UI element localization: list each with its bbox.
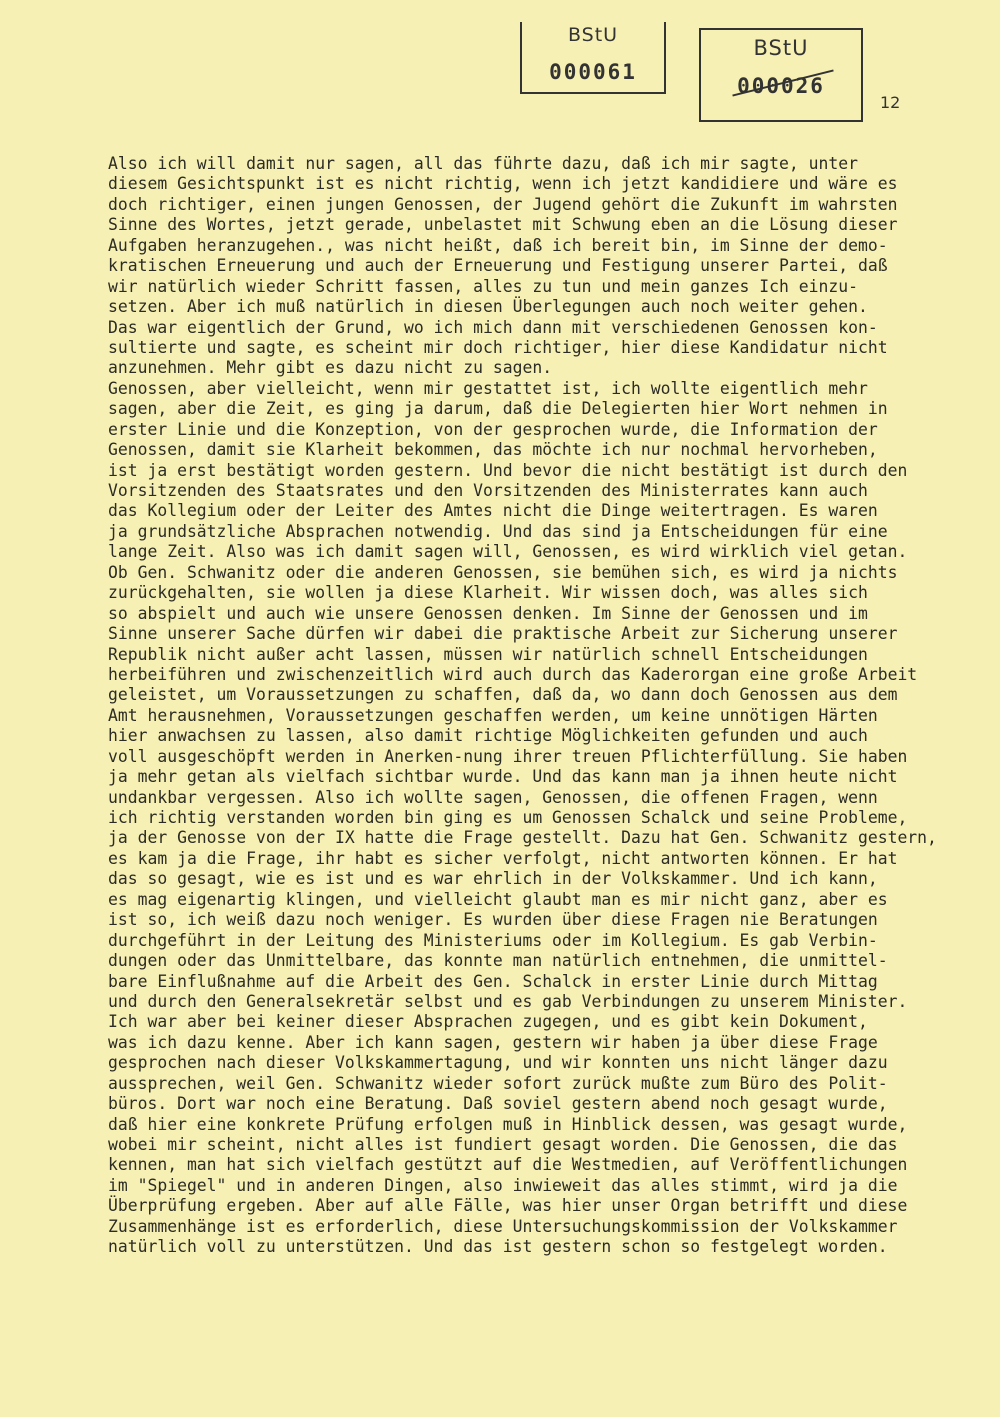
text-line: das Kollegium oder der Leiter des Amtes nicht die Dinge weitertragen. Es waren	[108, 501, 878, 521]
text-line: Aufgaben heranzugehen., was nicht heißt, daß ich bereit bin, im Sinne der demo-	[108, 235, 888, 255]
text-line: ja der Genosse von der IX hatte die Frage gestellt. Dazu hat Gen. Schwanitz gestern,	[108, 828, 937, 848]
text-line: diesem Gesichtspunkt ist es nicht richtig, wenn ich jetzt kandidiere und wäre es	[108, 174, 898, 194]
text-line: zurückgehalten, sie wollen ja diese Klarheit. Wir wissen doch, was alles sich	[108, 583, 868, 603]
text-line: geleistet, um Voraussetzungen zu schaffen, daß da, wo dann doch Genossen aus dem	[108, 685, 898, 705]
text-line: erster Linie und die Konzeption, von der gesprochen wurde, die Information der	[108, 419, 878, 439]
typed-body-text	[108, 154, 958, 1258]
stamp-org: BStU	[753, 36, 809, 60]
text-line: ich richtig verstanden worden bin ging es um Genossen Schalck und seine Probleme,	[108, 808, 908, 827]
text-line: büros. Dort war noch eine Beratung. Daß soviel gestern abend noch gesagt wurde,	[108, 1094, 888, 1114]
text-line: kennen, man hat sich vielfach gestützt auf die Westmedien, auf Veröffentlichungen	[108, 1155, 908, 1175]
text-line: Amt herausnehmen, Voraussetzungen geschaffen werden, um keine unnötigen Härten	[108, 705, 878, 725]
text-line: Genossen, damit sie Klarheit bekommen, das möchte ich nur nochmal hervorheben,	[108, 440, 878, 460]
text-line: gesprochen nach dieser Volkskammertagung, und wir konnten uns nicht länger dazu	[108, 1053, 888, 1073]
text-line: Vorsitzenden des Staatsrates und den Vorsitzenden des Ministerrates kann auch	[108, 481, 868, 500]
text-line: was ich dazu kenne. Aber ich kann sagen, gestern wir haben ja über diese Frage	[108, 1032, 878, 1052]
archive-stamp-current	[520, 22, 666, 94]
text-line: aussprechen, weil Gen. Schwanitz wieder sofort zurück mußte zum Büro des Polit-	[108, 1073, 888, 1093]
text-line: im "Spiegel" und in anderen Dingen, also inwieweit das alles stimmt, wird ja die	[108, 1175, 898, 1195]
text-line: wobei mir scheint, nicht alles ist fundiert gesagt worden. Die Genossen, die das	[108, 1135, 898, 1154]
text-line: lange Zeit. Also was ich damit sagen will, Genossen, es wird wirklich viel getan.	[108, 542, 908, 562]
text-line: kratischen Erneuerung und auch der Erneuerung und Festigung unserer Partei, daß	[108, 256, 888, 276]
text-line: herbeiführen und zwischenzeitlich wird auch durch das Kaderorgan eine große Arbeit	[108, 664, 918, 684]
text-line: sultierte und sagte, es scheint mir doch richtiger, hier diese Kandidatur nicht	[108, 337, 888, 357]
text-line: doch richtiger, einen jungen Genossen, der Jugend gehört die Zukunft im wahrsten	[108, 194, 898, 214]
text-line: Sinne unserer Sache dürfen wir dabei die praktische Arbeit zur Sicherung unserer	[108, 624, 898, 644]
text-line: dungen oder das Unmittelbare, das konnte man natürlich entnehmen, die unmittel-	[108, 951, 888, 971]
text-line: es kam ja die Frage, ihr habt es sicher verfolgt, nicht antworten können. Er hat	[108, 848, 898, 868]
text-line: Zusammenhänge ist es erforderlich, diese Untersuchungskommission der Volkskammer	[108, 1216, 898, 1236]
archive-stamp-old	[699, 28, 863, 122]
text-line: setzen. Aber ich muß natürlich in diesen Überlegungen auch noch weiter gehen.	[108, 297, 868, 317]
text-line: ist ja erst bestätigt worden gestern. Und bevor die nicht bestätigt ist durch den	[108, 460, 908, 480]
text-line: und durch den Generalsekretär selbst und es gab Verbindungen zu unserem Minister.	[108, 991, 908, 1011]
text-line: sagen, aber die Zeit, es ging ja darum, daß die Delegierten hier Wort nehmen in	[108, 399, 888, 419]
text-line: hier anwachsen zu lassen, also damit richtige Möglichkeiten gefunden und auch	[108, 726, 868, 746]
text-line: bare Einflußnahme auf die Arbeit des Gen. Schalck in erster Linie durch Mittag	[108, 971, 878, 991]
text-line: wir natürlich wieder Schritt fassen, alles zu tun und mein ganzes Ich einzu-	[108, 276, 858, 296]
text-line: Sinne des Wortes, jetzt gerade, unbelastet mit Schwung eben an die Lösung dieser	[108, 215, 898, 235]
text-line: anzunehmen. Mehr gibt es dazu nicht zu sagen.	[108, 358, 553, 378]
text-line: natürlich voll zu unterstützen. Und das ist gestern schon so festgelegt worden.	[108, 1237, 888, 1257]
text-line: das so gesagt, wie es ist und es war ehrlich in der Volkskammer. Und ich kann,	[108, 869, 878, 889]
stamp-org: BStU	[567, 24, 619, 46]
text-line: ja grundsätzliche Absprachen notwendig. Und das sind ja Entscheidungen für eine	[108, 521, 888, 541]
text-line: Also ich will damit nur sagen, all das führte dazu, daß ich mir sagte, unter	[108, 154, 858, 173]
text-line: Das war eigentlich der Grund, wo ich mich dann mit verschiedenen Genossen kon-	[108, 317, 878, 337]
text-line: durchgeführt in der Leitung des Ministeriums oder im Kollegium. Es gab Verbin-	[108, 930, 878, 950]
text-line: ist so, ich weiß dazu noch weniger. Es wurden über diese Fragen nie Beratungen	[108, 910, 878, 930]
text-line: Genossen, aber vielleicht, wenn mir gestattet ist, ich wollte eigentlich mehr	[108, 378, 868, 398]
text-line: Überprüfung ergeben. Aber auf alle Fälle, was hier unser Organ betrifft und diese	[108, 1196, 908, 1216]
text-line: es mag eigenartig klingen, und vielleicht glaubt man es mir nicht ganz, aber es	[108, 889, 888, 909]
text-line: Republik nicht außer acht lassen, müssen wir natürlich schnell Entscheidungen	[108, 644, 868, 664]
text-line: ja mehr getan als vielfach sichtbar wurde. Und das kann man ja ihnen heute nicht	[108, 767, 898, 787]
text-line: so abspielt und auch wie unsere Genossen denken. Im Sinne der Genossen und im	[108, 603, 868, 623]
text-line: Ich war aber bei keiner dieser Absprachen zugegen, und es gibt kein Dokument,	[108, 1012, 868, 1032]
text-line: voll ausgeschöpft werden in Anerken-nung ihrer treuen Pflichterfüllung. Sie haben	[108, 746, 908, 766]
text-line: Ob Gen. Schwanitz oder die anderen Genossen, sie bemühen sich, es wird ja nichts	[108, 562, 898, 582]
text-line: undankbar vergessen. Also ich wollte sagen, Genossen, die offenen Fragen, wenn	[108, 787, 878, 807]
text-line: daß hier eine konkrete Prüfung erfolgen muß in Hinblick dessen, was gesagt wurde,	[108, 1114, 908, 1134]
stamp-number: 000026	[737, 74, 825, 98]
stamp-number: 000061	[549, 60, 637, 84]
page-number: 12	[880, 93, 901, 112]
